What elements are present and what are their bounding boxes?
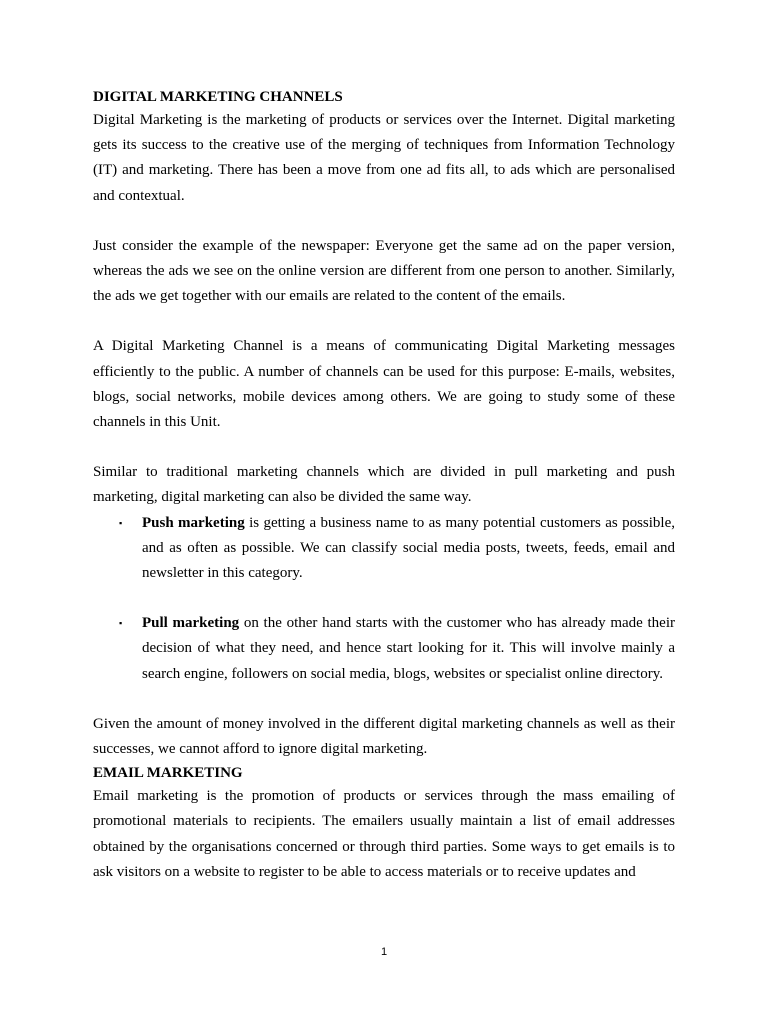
square-bullet-icon: ▪ (119, 517, 123, 528)
marketing-types-list (93, 511, 675, 687)
paragraph-push-pull-intro: Similar to traditional marketing channels which are divided in pull marketing and push marketing, digital marketing can also be divided the same way. (93, 464, 675, 506)
term-push-marketing: Push marketing (142, 514, 245, 531)
paragraph-email-marketing: Email marketing is the promotion of products or services through the mass emailing of promotional materials to recipients. The emailers usually maintain a list of email addresses obtained by the organisations concerned or through third parties. Some ways to get emails is to ask visitors on a website to register to be able to access materials or to receive updates and (93, 788, 675, 880)
page-content (93, 86, 675, 885)
pull-marketing-description: on the other hand starts with the customer who has already made their decision of what they need, and hence start looking for it. This will involve mainly a search engine, followers on social media, blogs, websites or specialist online directory. (142, 615, 675, 682)
list-gap (93, 586, 675, 611)
paragraph-channel-definition: A Digital Marketing Channel is a means of communicating Digital Marketing messages efficiently to the public. A number of channels can be used for this purpose: E-mails, websites, blogs, social networks, mobile devices among others. We are going to study some of these channels in this Unit. (93, 338, 675, 431)
paragraph-definition: Digital Marketing is the marketing of products or services over the Internet. Digital marketing gets its success to the creative use of the merging of techniques from Information Technology (IT) and marketing. There has been a move from one ad fits all, to ads which are personalised and contextual. (93, 112, 675, 204)
list-item-push-marketing (93, 511, 675, 587)
paragraph-conclusion: Given the amount of money involved in the different digital marketing channels as well as their successes, we cannot afford to ignore digital marketing. (93, 715, 675, 758)
page-number: 1 (380, 946, 388, 958)
paragraph-gap (93, 209, 675, 234)
push-marketing-description: is getting a business name to as many potential customers as possible, and as often as possible. We can classify social media posts, tweets, feeds, email and newsletter in this category. (142, 514, 675, 582)
paragraph-gap (93, 435, 675, 460)
list-item-pull-marketing (93, 611, 675, 687)
paragraph-gap (93, 309, 675, 334)
square-bullet-icon: ▪ (119, 618, 123, 629)
heading-digital-marketing-channels: DIGITAL MARKETING CHANNELS (93, 89, 343, 105)
term-pull-marketing: Pull marketing (142, 615, 240, 632)
paragraph-newspaper-example: Just consider the example of the newspaper: Everyone get the same ad on the paper version, whereas the ads we see on the online version are different from one person to another. Similarly, the ads we get together with our emails are related to the content of the emails. (93, 237, 675, 305)
heading-email-marketing: EMAIL MARKETING (93, 765, 243, 782)
paragraph-gap (93, 687, 675, 712)
